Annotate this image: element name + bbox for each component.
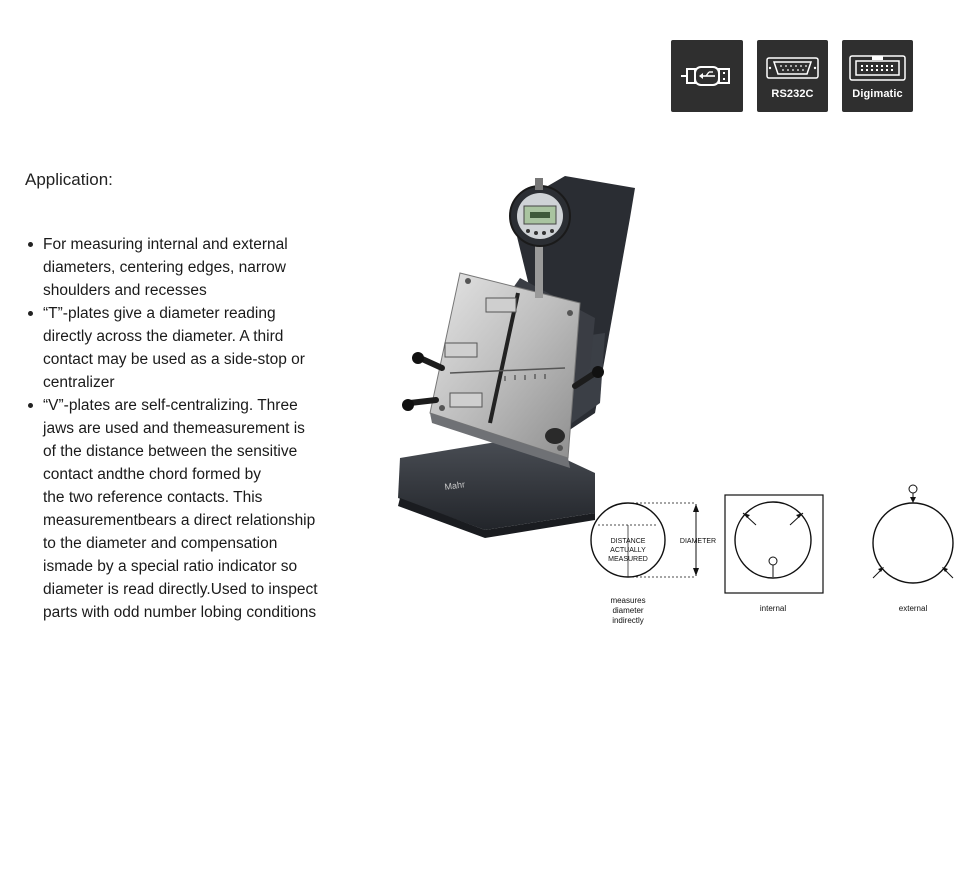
digimatic-label: Digimatic <box>852 88 903 100</box>
brand-logo: Mahr <box>443 479 466 492</box>
usb-icon <box>671 40 743 112</box>
serial-port-icon <box>757 40 828 112</box>
application-heading: Application: <box>25 170 113 189</box>
digimatic-port-icon <box>842 40 913 112</box>
distance-label: ACTUALLY <box>610 547 646 554</box>
caption-indirect: measures <box>610 596 646 605</box>
rs232c-label: RS232C <box>771 88 814 100</box>
distance-label: DISTANCE <box>610 538 646 545</box>
application-list <box>24 233 384 624</box>
caption-internal: internal <box>759 604 787 613</box>
usb-badge <box>671 40 743 112</box>
application-item: “V”-plates are self-centralizing. Three jaws are used and themeasurement is of the distance between the sensitive contact andthe chord formed by the two reference contacts. This measurementbears a direct relationship to the diameter and compensation ismade by a special ratio indicator so diameter is read directly.Used to inspect parts with odd number lobing conditions <box>24 394 384 624</box>
rs232c-badge <box>757 40 828 112</box>
caption-indirect: indirectly <box>612 616 644 625</box>
digimatic-badge <box>842 40 913 112</box>
measurement-diagrams <box>588 480 968 640</box>
application-item: For measuring internal and external diameters, centering edges, narrow shoulders and recesses <box>24 233 384 302</box>
connectivity-badges <box>671 40 913 112</box>
caption-indirect: diameter <box>612 606 644 615</box>
diameter-label: DIAMETER <box>679 538 717 545</box>
application-item: “T”-plates give a diameter reading directly across the diameter. A third contact may be used as a side-stop or centralizer <box>24 302 384 394</box>
external-circle <box>873 503 953 583</box>
distance-label: MEASURED <box>608 556 648 563</box>
caption-external: external <box>898 604 928 613</box>
